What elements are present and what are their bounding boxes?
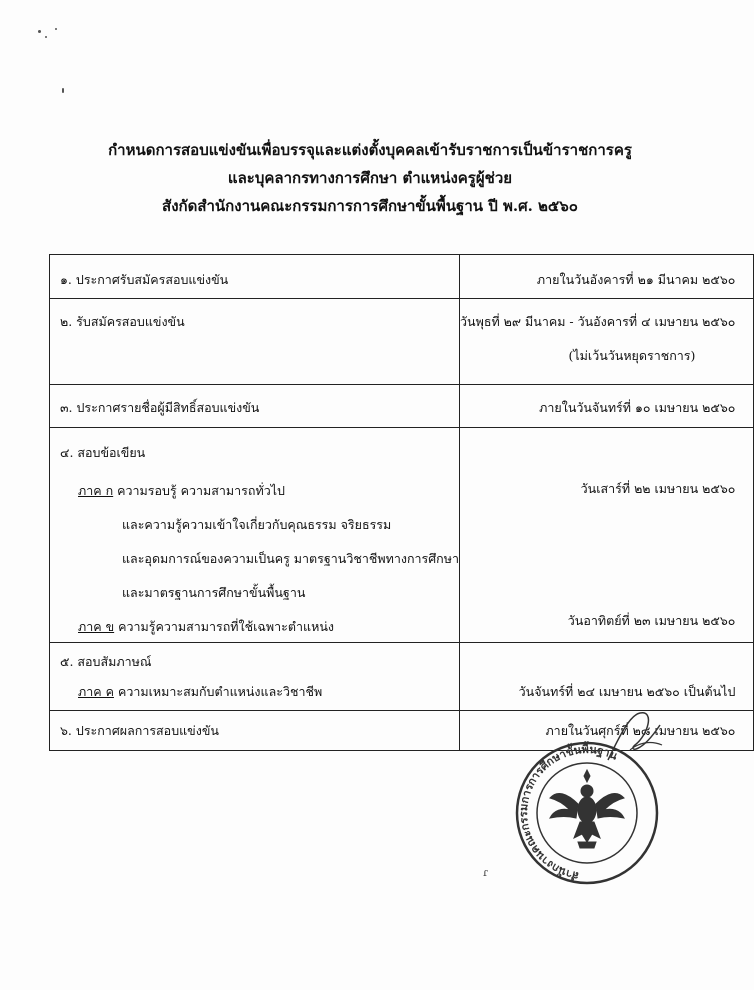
date-text: ภายในวันจันทร์ที่ ๑๐ เมษายน ๒๕๖๐	[539, 400, 736, 415]
official-seal-icon	[512, 738, 662, 888]
scan-speck	[55, 28, 57, 30]
date-text: ภายในวันอังคารที่ ๒๑ มีนาคม ๒๕๖๐	[536, 272, 736, 287]
item-label: ๒. รับสมัครสอบแข่งขัน	[60, 314, 185, 329]
date-cell	[460, 255, 754, 299]
date-cell	[460, 643, 754, 711]
part-c-label: ภาค ค	[78, 684, 114, 699]
part-b-text: ความรู้ความสามารถที่ใช้เฉพาะตำแหน่ง	[118, 619, 334, 634]
title-line-3: สังกัดสำนักงานคณะกรรมการการศึกษาขั้นพื้นฐาน ปี พ.ศ. ๒๕๖๐	[162, 197, 578, 215]
item-cell	[50, 299, 460, 385]
date-text: วันพุธที่ ๒๙ มีนาคม - วันอังคารที่ ๔ เมษายน ๒๕๖๐	[460, 314, 736, 329]
scan-mark: ɾ	[483, 866, 488, 879]
scan-speck	[62, 88, 64, 93]
date-cell	[460, 428, 754, 643]
part-c-text: ความเหมาะสมกับตำแหน่งและวิชาชีพ	[117, 684, 323, 699]
scan-speck	[45, 36, 47, 38]
part-c-line	[60, 677, 459, 707]
part-a-line: และมาตรฐานการศึกษาขั้นพื้นฐาน	[122, 585, 306, 600]
date-text: วันจันทร์ที่ ๒๔ เมษายน ๒๕๖๐ เป็นต้นไป	[518, 684, 736, 699]
item-cell	[50, 255, 460, 299]
item-label: ๔. สอบข้อเขียน	[60, 445, 146, 460]
date-text: วันอาทิตย์ที่ ๒๓ เมษายน ๒๕๖๐	[567, 613, 736, 628]
part-b-line	[60, 612, 459, 642]
scan-speck	[38, 30, 41, 33]
table-row	[50, 428, 754, 643]
item-cell	[50, 428, 460, 643]
seal-ring-text: สำนักงานคณะกรรมการการศึกษาขั้นพื้นฐาน	[517, 742, 620, 883]
part-b-label: ภาค ข	[78, 619, 115, 634]
part-a-line: และอุดมการณ์ของความเป็นครู มาตรฐานวิชาชีพทางการศึกษา	[122, 551, 460, 566]
part-a-label: ภาค ก	[78, 483, 114, 498]
date-cell	[460, 299, 754, 385]
title-line-1: กำหนดการสอบแข่งขันเพื่อบรรจุและแต่งตั้งบุคคลเข้ารับราชการเป็นข้าราชการครู	[108, 141, 632, 159]
title-line-2: และบุคลากรทางการศึกษา ตำแหน่งครูผู้ช่วย	[227, 169, 513, 187]
item-cell	[50, 385, 460, 428]
item-label: ๕. สอบสัมภาษณ์	[60, 654, 152, 669]
item-cell	[50, 643, 460, 711]
table-row	[50, 385, 754, 428]
item-cell	[50, 711, 460, 751]
item-label: ๑. ประกาศรับสมัครสอบแข่งขัน	[60, 272, 229, 287]
table-row	[50, 255, 754, 299]
garuda-emblem-icon	[550, 770, 624, 848]
item-label: ๓. ประกาศรายชื่อผู้มีสิทธิ์สอบแข่งขัน	[60, 400, 260, 415]
part-a-line: และความรู้ความเข้าใจเกี่ยวกับคุณธรรม จริยธรรม	[122, 517, 392, 532]
date-cell	[460, 385, 754, 428]
item-label: ๖. ประกาศผลการสอบแข่งขัน	[60, 723, 219, 738]
date-note: (ไม่เว้นวันหยุดราชการ)	[568, 348, 696, 363]
schedule-table	[49, 254, 754, 751]
table-row	[50, 299, 754, 385]
part-a-text: ความรอบรู้ ความสามารถทั่วไป	[117, 483, 285, 498]
table-row	[50, 643, 754, 711]
date-text: วันเสาร์ที่ ๒๒ เมษายน ๒๕๖๐	[580, 481, 736, 496]
part-a-line	[60, 476, 459, 506]
date-text: ภายในวันศุกร์ที่ ๒๘ เมษายน ๒๕๖๐	[545, 723, 736, 738]
document-title	[0, 136, 700, 220]
